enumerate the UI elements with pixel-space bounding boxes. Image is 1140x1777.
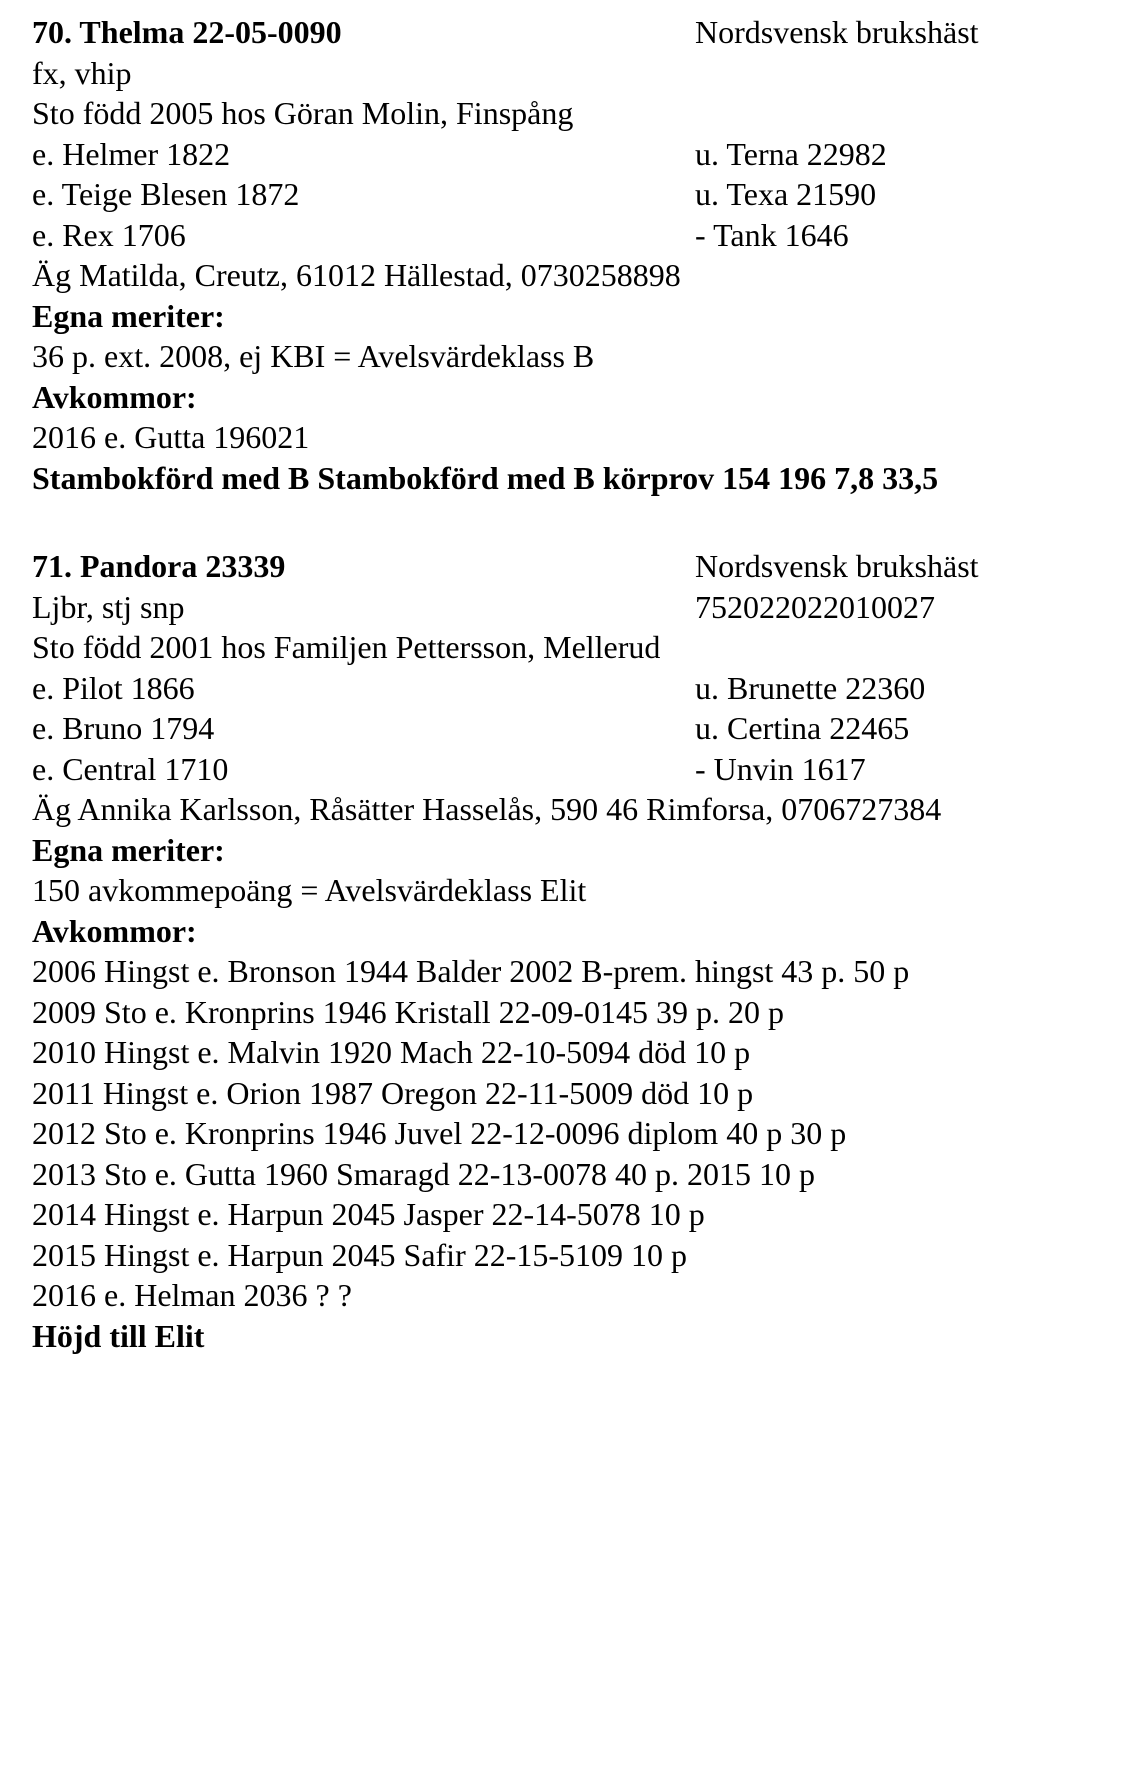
pedigree-row: [32, 53, 1140, 94]
row-left-text: Ljbr, stj snp: [32, 588, 185, 625]
pedigree-row: [32, 951, 1140, 992]
pedigree-row: [32, 1194, 1140, 1235]
row-left-text: Avkommor:: [32, 378, 197, 415]
row-left-text: 2015 Hingst e. Harpun 2045 Safir 22-15-5109 10 p: [32, 1236, 688, 1273]
pedigree-row: [32, 870, 1140, 911]
pedigree-row: [32, 1073, 1140, 1114]
horse-entry-71: [32, 546, 1140, 1356]
pedigree-row: [32, 830, 1140, 871]
pedigree-row: [32, 587, 1140, 628]
pedigree-row: [32, 1154, 1140, 1195]
row-left-text: Sto född 2001 hos Familjen Pettersson, Mellerud: [32, 629, 661, 665]
row-left-text: Stambokförd med B Stambokförd med B körprov 154 196 7,8 33,5: [32, 459, 939, 496]
row-left-text: Sto född 2005 hos Göran Molin, Finspång: [32, 95, 574, 131]
breed-label: Nordsvensk brukshäst: [695, 14, 979, 50]
row-left-text: 2016 e. Helman 2036 ? ?: [32, 1277, 352, 1313]
pedigree-row: [32, 627, 1140, 668]
row-left-text: 2011 Hingst e. Orion 1987 Oregon 22-11-5009 död 10 p: [32, 1074, 754, 1111]
entry-heading-row: [32, 12, 1140, 53]
row-left-text: 2009 Sto e. Kronprins 1946 Kristall 22-09-0145 39 p. 20 p: [32, 993, 784, 1030]
row-left-text: 2010 Hingst e. Malvin 1920 Mach 22-10-5094 död 10 p: [32, 1034, 751, 1070]
row-left-text: Egna meriter:: [32, 297, 225, 334]
row-right-text: u. Texa 21590: [695, 176, 877, 212]
row-right-text: - Tank 1646: [695, 216, 849, 253]
row-left-text: Avkommor:: [32, 912, 197, 949]
pedigree-row: [32, 668, 1140, 709]
row-left-text: Äg Matilda, Creutz, 61012 Hällestad, 0730258898: [32, 257, 681, 293]
row-left-text: e. Teige Blesen 1872: [32, 176, 300, 212]
pedigree-row: [32, 134, 1140, 175]
pedigree-row: [32, 458, 1140, 499]
horse-entry-70: [32, 12, 1140, 498]
pedigree-row: [32, 174, 1140, 215]
entry-title: 71. Pandora 23339: [32, 548, 286, 584]
entry-title: 70. Thelma 22-05-0090: [32, 14, 342, 50]
row-left-text: e. Central 1710: [32, 750, 229, 787]
row-left-text: Äg Annika Karlsson, Råsätter Hasselås, 590 46 Rimforsa, 0706727384: [32, 791, 942, 827]
pedigree-row: [32, 911, 1140, 952]
pedigree-row: [32, 296, 1140, 337]
entry-rows: [32, 53, 1140, 499]
pedigree-row: [32, 789, 1140, 830]
pedigree-row: [32, 992, 1140, 1033]
entry-heading-row: [32, 546, 1140, 587]
row-left-text: 2014 Hingst e. Harpun 2045 Jasper 22-14-5078 10 p: [32, 1196, 705, 1232]
row-left-text: e. Rex 1706: [32, 216, 186, 253]
row-left-text: e. Bruno 1794: [32, 710, 215, 746]
pedigree-row: [32, 215, 1140, 256]
pedigree-row: [32, 1113, 1140, 1154]
row-left-text: 2012 Sto e. Kronprins 1946 Juvel 22-12-0096 diplom 40 p 30 p: [32, 1115, 847, 1151]
pedigree-row: [32, 1316, 1140, 1357]
row-right-text: 752022022010027: [695, 588, 935, 625]
row-left-text: 2013 Sto e. Gutta 1960 Smaragd 22-13-0078 40 p. 2015 10 p: [32, 1155, 816, 1192]
row-left-text: 36 p. ext. 2008, ej KBI = Avelsvärdeklass B: [32, 338, 595, 374]
pedigree-row: [32, 255, 1140, 296]
row-left-text: Höjd till Elit: [32, 1317, 205, 1354]
row-left-text: e. Pilot 1866: [32, 669, 195, 706]
row-left-text: e. Helmer 1822: [32, 135, 231, 172]
pedigree-row: [32, 1235, 1140, 1276]
row-left-text: fx, vhip: [32, 54, 132, 91]
pedigree-row: [32, 708, 1140, 749]
breed-label: Nordsvensk brukshäst: [695, 548, 979, 584]
entry-rows: [32, 587, 1140, 1357]
row-left-text: 2016 e. Gutta 196021: [32, 419, 310, 455]
row-right-text: u. Certina 22465: [695, 710, 910, 746]
pedigree-row: [32, 749, 1140, 790]
pedigree-row: [32, 417, 1140, 458]
row-left-text: 2006 Hingst e. Bronson 1944 Balder 2002 B-prem. hingst 43 p. 50 p: [32, 953, 910, 989]
row-right-text: - Unvin 1617: [695, 750, 866, 787]
row-left-text: 150 avkommepoäng = Avelsvärdeklass Elit: [32, 872, 587, 908]
pedigree-row: [32, 377, 1140, 418]
row-right-text: u. Terna 22982: [695, 135, 887, 172]
pedigree-row: [32, 1032, 1140, 1073]
row-left-text: Egna meriter:: [32, 831, 225, 868]
row-right-text: u. Brunette 22360: [695, 669, 926, 706]
pedigree-row: [32, 336, 1140, 377]
pedigree-row: [32, 93, 1140, 134]
pedigree-row: [32, 1275, 1140, 1316]
